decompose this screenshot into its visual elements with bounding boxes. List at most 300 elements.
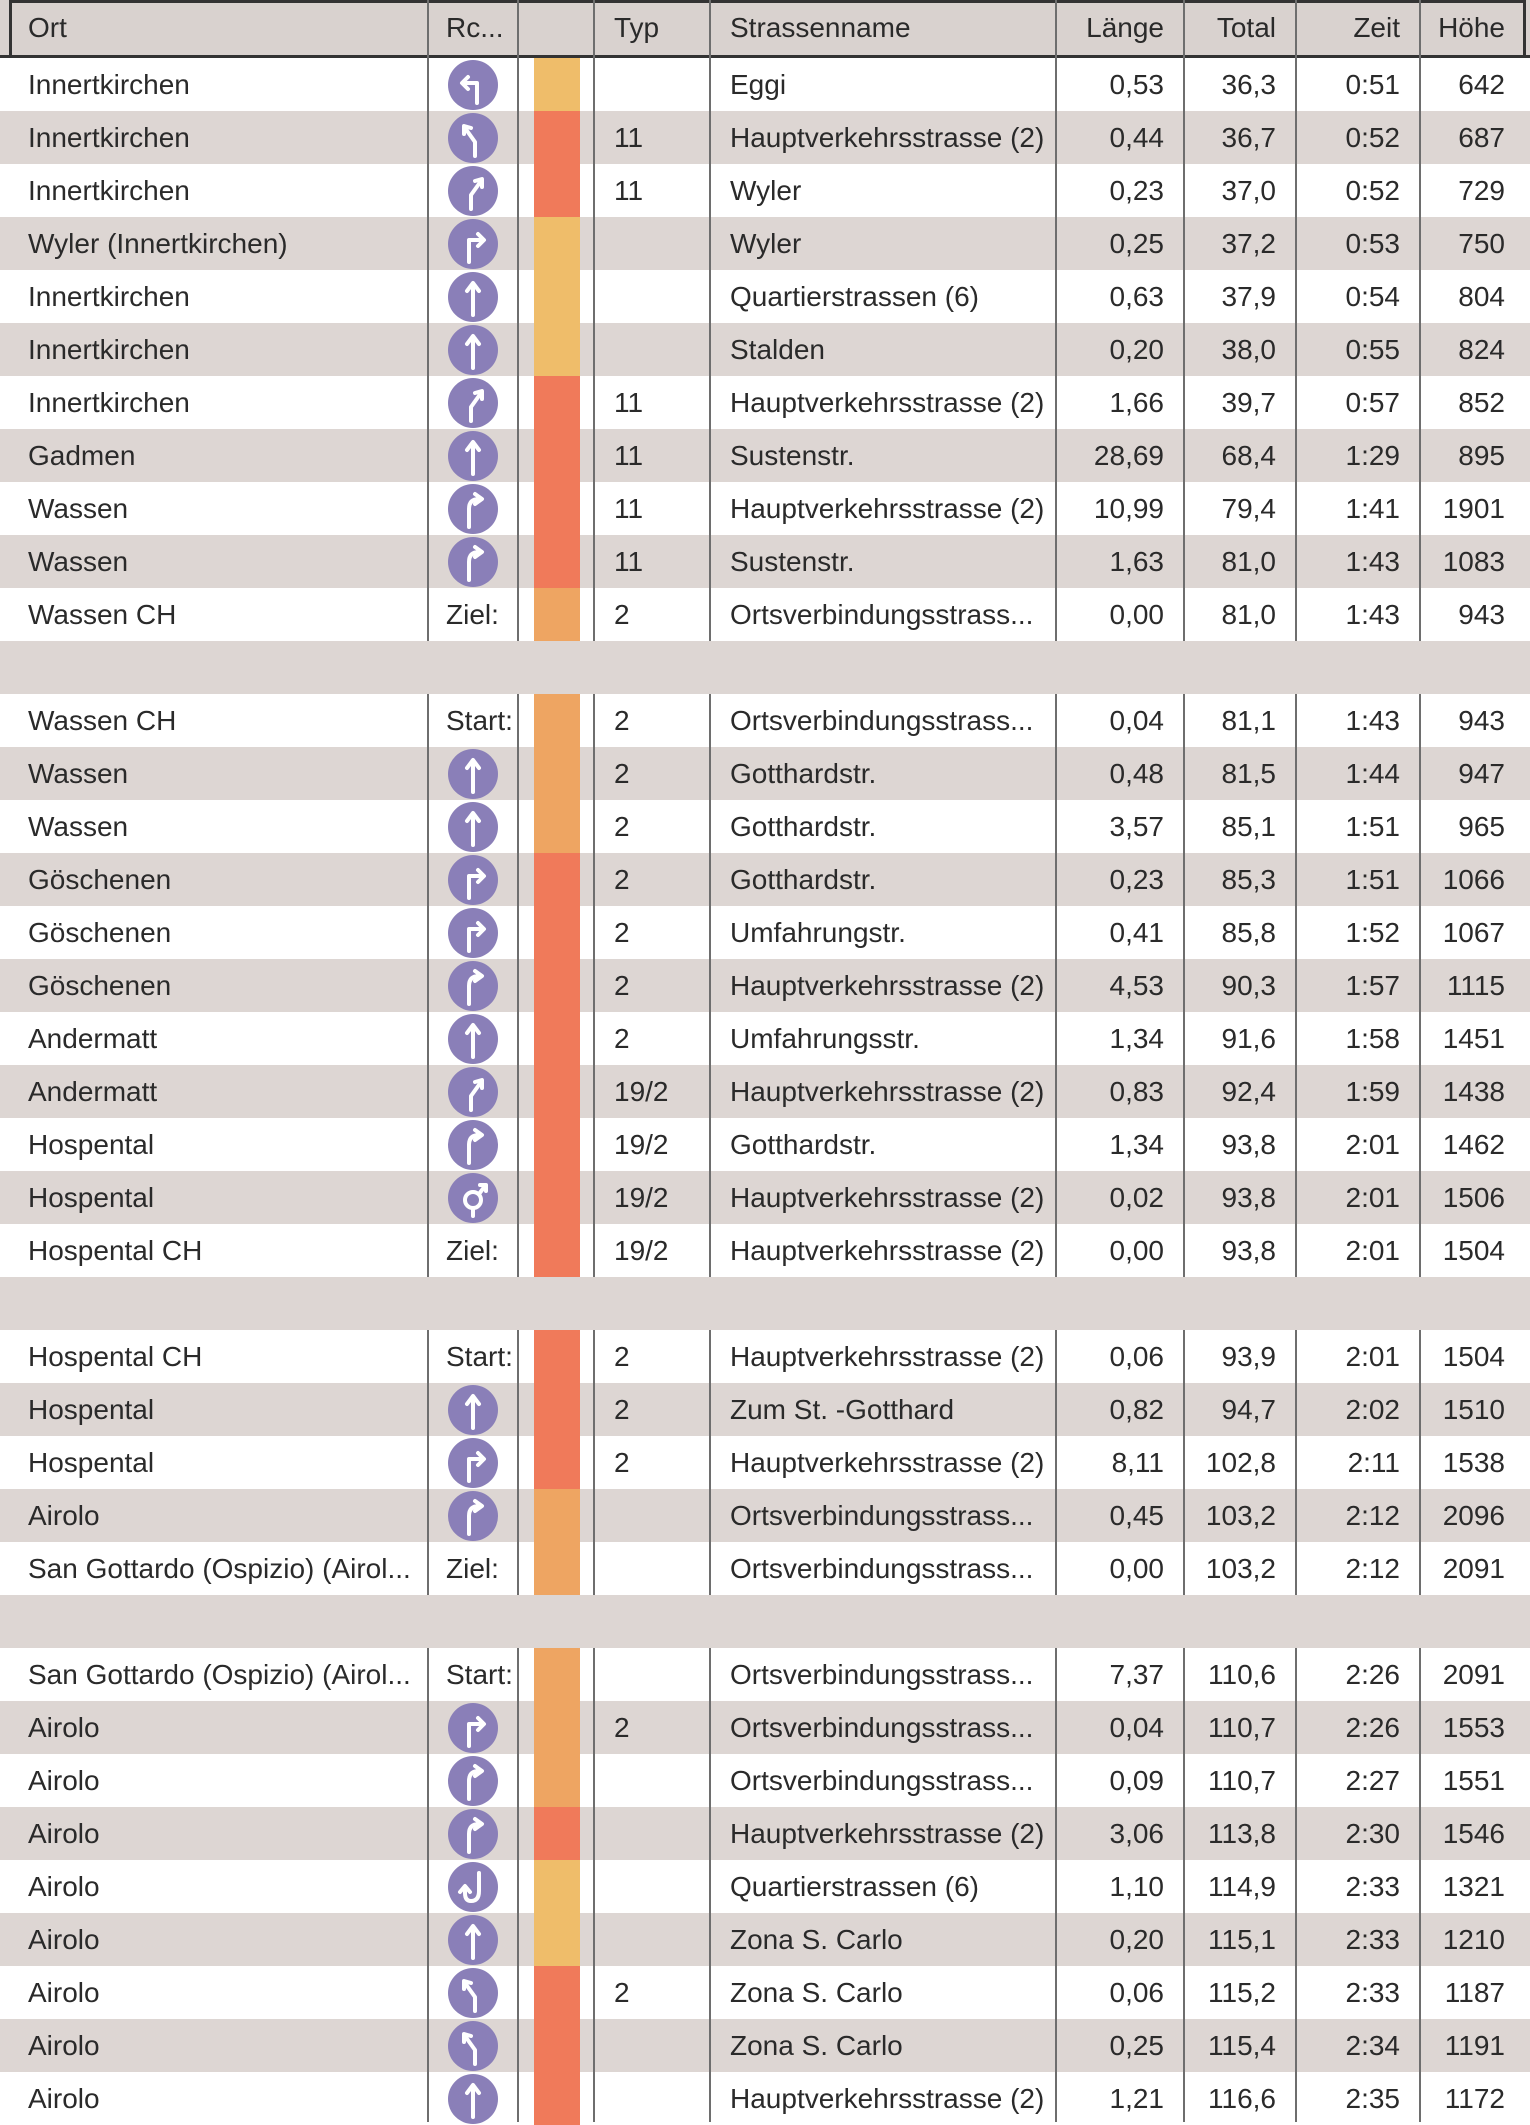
cell-total: 91,6 <box>1221 1022 1276 1054</box>
straight-icon <box>428 270 518 323</box>
cell-laenge: 0,83 <box>1109 1075 1164 1107</box>
road-class-fill <box>534 217 580 270</box>
road-class-bar <box>518 1807 594 1860</box>
header-column-divider[interactable] <box>1295 0 1297 58</box>
bear-right-icon <box>428 1754 518 1807</box>
cell-laenge: 0,00 <box>1109 598 1164 630</box>
column-divider <box>1419 58 1421 2122</box>
table-row <box>0 376 1530 429</box>
cell-ort: Wassen CH <box>28 598 177 630</box>
road-class-bar <box>518 2072 594 2125</box>
cell-strassenname: Ortsverbindungsstrass... <box>730 1499 1034 1531</box>
road-class-bar <box>518 906 594 959</box>
cell-zeit: 1:51 <box>1345 810 1400 842</box>
road-class-bar <box>518 1436 594 1489</box>
cell-zeit: 2:01 <box>1345 1181 1400 1213</box>
cell-typ: 11 <box>614 121 644 153</box>
cell-strassenname: Hauptverkehrsstrasse (2) <box>730 1181 1045 1213</box>
cell-total: 116,6 <box>1208 2082 1276 2114</box>
table-row <box>0 694 1530 747</box>
uturn-left-icon <box>428 1860 518 1913</box>
cell-zeit: 1:41 <box>1345 492 1400 524</box>
cell-total: 103,2 <box>1205 1552 1276 1584</box>
cell-total: 93,9 <box>1221 1340 1276 1372</box>
cell-typ: 11 <box>614 386 644 418</box>
road-class-bar <box>518 1860 594 1913</box>
cell-hoehe: 2096 <box>1442 1499 1505 1531</box>
cell-strassenname: Ortsverbindungsstrass... <box>730 1658 1034 1690</box>
road-class-fill <box>534 1701 580 1754</box>
cell-strassenname: Zona S. Carlo <box>730 2029 903 2061</box>
turn-right-icon <box>428 217 518 270</box>
table-row <box>0 1807 1530 1860</box>
cell-zeit: 2:33 <box>1345 1976 1400 2008</box>
cell-zeit: 0:55 <box>1345 333 1400 365</box>
cell-typ <box>594 58 710 111</box>
cell-typ <box>594 2019 710 2072</box>
road-class-bar <box>518 111 594 164</box>
cell-strassenname: Hauptverkehrsstrasse (2) <box>730 1234 1045 1266</box>
column-header-rc[interactable]: Rc... <box>446 11 504 43</box>
cell-ort: Hospental CH <box>28 1340 203 1372</box>
cell-zeit: 2:34 <box>1345 2029 1400 2061</box>
cell-hoehe: 852 <box>1458 386 1505 418</box>
cell-total: 36,3 <box>1221 68 1276 100</box>
cell-zeit: 2:33 <box>1345 1870 1400 1902</box>
cell-typ: 2 <box>614 810 630 842</box>
cell-zeit: 0:57 <box>1345 386 1400 418</box>
column-header-ort[interactable]: Ort <box>28 11 67 43</box>
cell-zeit: 2:35 <box>1345 2082 1400 2114</box>
cell-laenge: 1,63 <box>1109 545 1164 577</box>
road-class-fill <box>534 111 580 164</box>
straight-icon <box>428 1012 518 1065</box>
cell-hoehe: 895 <box>1458 439 1505 471</box>
cell-ort: Airolo <box>28 1711 100 1743</box>
cell-laenge: 0,41 <box>1109 916 1164 948</box>
cell-total: 115,2 <box>1208 1976 1276 2008</box>
cell-strassenname: Ortsverbindungsstrass... <box>730 1711 1034 1743</box>
cell-strassenname: Hauptverkehrsstrasse (2) <box>730 386 1045 418</box>
straight-icon <box>428 1383 518 1436</box>
cell-total: 81,5 <box>1221 757 1276 789</box>
road-class-bar <box>518 1913 594 1966</box>
column-header-total[interactable]: Total <box>1216 11 1276 43</box>
cell-hoehe: 1504 <box>1442 1340 1505 1372</box>
road-class-fill <box>534 1383 580 1436</box>
cell-zeit: 2:33 <box>1345 1923 1400 1955</box>
cell-typ <box>594 1860 710 1913</box>
cell-ort: Airolo <box>28 1923 100 1955</box>
table-row <box>0 906 1530 959</box>
road-class-fill <box>534 58 580 111</box>
cell-ort: San Gottardo (Ospizio) (Airol... <box>28 1552 411 1584</box>
cell-zeit: 0:52 <box>1345 121 1400 153</box>
road-class-fill <box>534 535 580 588</box>
cell-laenge: 1,34 <box>1109 1128 1164 1160</box>
road-class-fill <box>534 1807 580 1860</box>
table-row <box>0 323 1530 376</box>
cell-strassenname: Gotthardstr. <box>730 810 877 842</box>
road-class-fill <box>534 270 580 323</box>
cell-typ: 11 <box>614 439 644 471</box>
cell-strassenname: Ortsverbindungsstrass... <box>730 1552 1034 1584</box>
cell-laenge: 0,53 <box>1109 68 1164 100</box>
cell-zeit: 2:26 <box>1345 1711 1400 1743</box>
cell-strassenname: Hauptverkehrsstrasse (2) <box>730 1817 1045 1849</box>
table-row <box>0 1012 1530 1065</box>
cell-total: 81,0 <box>1221 598 1276 630</box>
cell-ort: Hospental <box>28 1446 155 1478</box>
cell-ort: Airolo <box>28 1499 100 1531</box>
cell-hoehe: 750 <box>1458 227 1505 259</box>
road-class-fill <box>534 1436 580 1489</box>
cell-zeit: 2:30 <box>1345 1817 1400 1849</box>
road-class-bar <box>518 588 594 641</box>
cell-total: 79,4 <box>1221 492 1276 524</box>
cell-ort: Innertkirchen <box>28 68 190 100</box>
road-class-fill <box>534 1224 580 1277</box>
cell-total: 92,4 <box>1221 1075 1276 1107</box>
table-row <box>0 853 1530 906</box>
header-column-divider[interactable] <box>1183 0 1185 58</box>
cell-total: 85,3 <box>1221 863 1276 895</box>
cell-total: 93,8 <box>1221 1181 1276 1213</box>
road-class-fill <box>534 429 580 482</box>
cell-strassenname: Hauptverkehrsstrasse (2) <box>730 2082 1045 2114</box>
cell-zeit: 2:01 <box>1345 1128 1400 1160</box>
cell-hoehe: 943 <box>1458 704 1505 736</box>
column-header-hoehe[interactable]: Höhe <box>1438 11 1505 43</box>
cell-typ: 19/2 <box>614 1181 669 1213</box>
cell-total: 37,0 <box>1221 174 1276 206</box>
cell-hoehe: 1538 <box>1442 1446 1505 1478</box>
road-class-bar <box>518 1065 594 1118</box>
cell-total: 93,8 <box>1221 1128 1276 1160</box>
cell-typ: 2 <box>614 757 630 789</box>
cell-rc-label: Ziel: <box>446 598 499 630</box>
table-row <box>0 270 1530 323</box>
slight-left-icon <box>428 111 518 164</box>
cell-laenge: 0,00 <box>1109 1234 1164 1266</box>
road-class-bar <box>518 164 594 217</box>
cell-hoehe: 824 <box>1458 333 1505 365</box>
cell-typ: 11 <box>614 545 644 577</box>
cell-zeit: 0:52 <box>1345 174 1400 206</box>
column-divider <box>427 58 429 2122</box>
segment-separator-overlay <box>0 1277 1530 1330</box>
cell-strassenname: Eggi <box>730 68 787 100</box>
road-class-bar <box>518 1383 594 1436</box>
roundabout-icon <box>428 1171 518 1224</box>
cell-rc-label: Start: <box>446 1340 513 1372</box>
turn-right-icon <box>428 1436 518 1489</box>
road-class-fill <box>534 2019 580 2072</box>
cell-hoehe: 1115 <box>1446 969 1505 1001</box>
cell-total: 114,9 <box>1208 1870 1276 1902</box>
cell-hoehe: 642 <box>1458 68 1505 100</box>
cell-laenge: 0,20 <box>1109 1923 1164 1955</box>
road-class-bar <box>518 2019 594 2072</box>
table-row <box>0 58 1530 111</box>
cell-zeit: 2:01 <box>1345 1234 1400 1266</box>
road-class-bar <box>518 1489 594 1542</box>
road-class-fill <box>534 1860 580 1913</box>
slight-right-icon <box>428 164 518 217</box>
road-class-bar <box>518 694 594 747</box>
cell-zeit: 1:43 <box>1345 598 1400 630</box>
cell-hoehe: 1546 <box>1442 1817 1505 1849</box>
cell-hoehe: 687 <box>1458 121 1505 153</box>
cell-typ <box>594 2072 710 2125</box>
cell-typ: 2 <box>614 1340 630 1372</box>
road-class-bar <box>518 1330 594 1383</box>
cell-ort: Airolo <box>28 2082 100 2114</box>
bear-right-icon <box>428 1118 518 1171</box>
cell-hoehe: 1506 <box>1442 1181 1505 1213</box>
table-row <box>0 1648 1530 1701</box>
cell-strassenname: Stalden <box>730 333 825 365</box>
cell-hoehe: 965 <box>1458 810 1505 842</box>
cell-strassenname: Zona S. Carlo <box>730 1976 903 2008</box>
road-class-fill <box>534 376 580 429</box>
cell-laenge: 0,06 <box>1109 1340 1164 1372</box>
road-class-fill <box>534 1754 580 1807</box>
cell-typ: 2 <box>614 1976 630 2008</box>
cell-typ: 2 <box>614 863 630 895</box>
cell-hoehe: 2091 <box>1442 1658 1505 1690</box>
road-class-bar <box>518 429 594 482</box>
table-row <box>0 164 1530 217</box>
road-class-fill <box>534 164 580 217</box>
cell-total: 81,0 <box>1221 545 1276 577</box>
cell-laenge: 8,11 <box>1111 1446 1164 1478</box>
cell-hoehe: 729 <box>1458 174 1505 206</box>
bear-right-icon <box>428 1807 518 1860</box>
table-row <box>0 1860 1530 1913</box>
column-header-strassenname[interactable]: Strassenname <box>730 11 911 43</box>
road-class-bar <box>518 1754 594 1807</box>
cell-typ <box>594 270 710 323</box>
table-row <box>0 482 1530 535</box>
cell-zeit: 1:29 <box>1345 439 1400 471</box>
cell-laenge: 0,48 <box>1109 757 1164 789</box>
cell-strassenname: Hauptverkehrsstrasse (2) <box>730 969 1045 1001</box>
table-row <box>0 429 1530 482</box>
road-class-bar <box>518 1118 594 1171</box>
bear-right-icon <box>428 959 518 1012</box>
column-divider <box>517 58 519 2122</box>
cell-laenge: 0,25 <box>1109 2029 1164 2061</box>
column-header-zeit[interactable]: Zeit <box>1353 11 1400 43</box>
road-class-bar <box>518 323 594 376</box>
cell-zeit: 2:26 <box>1345 1658 1400 1690</box>
turn-right-icon <box>428 853 518 906</box>
road-class-bar <box>518 1701 594 1754</box>
cell-ort: Innertkirchen <box>28 174 190 206</box>
bear-right-icon <box>428 1489 518 1542</box>
cell-ort: Airolo <box>28 1764 100 1796</box>
cell-total: 94,7 <box>1221 1393 1276 1425</box>
cell-hoehe: 1210 <box>1442 1923 1505 1955</box>
cell-strassenname: Hauptverkehrsstrasse (2) <box>730 492 1045 524</box>
table-row <box>0 1065 1530 1118</box>
table-row <box>0 1701 1530 1754</box>
header-column-divider[interactable] <box>427 0 429 58</box>
table-row <box>0 588 1530 641</box>
cell-ort: Hospental <box>28 1181 155 1213</box>
cell-laenge: 1,34 <box>1109 1022 1164 1054</box>
cell-hoehe: 1066 <box>1442 863 1505 895</box>
cell-zeit: 1:43 <box>1345 545 1400 577</box>
table-row <box>0 1913 1530 1966</box>
cell-typ: 2 <box>614 1393 630 1425</box>
header-column-divider[interactable] <box>517 0 519 58</box>
cell-ort: Hospental <box>28 1128 155 1160</box>
road-class-fill <box>534 1065 580 1118</box>
cell-laenge: 1,10 <box>1109 1870 1164 1902</box>
cell-total: 39,7 <box>1221 386 1276 418</box>
cell-ort: Wassen <box>28 810 129 842</box>
cell-laenge: 0,04 <box>1109 1711 1164 1743</box>
cell-strassenname: Wyler <box>730 227 802 259</box>
cell-total: 103,2 <box>1205 1499 1276 1531</box>
cell-strassenname: Ortsverbindungsstrass... <box>730 704 1034 736</box>
cell-strassenname: Sustenstr. <box>730 545 855 577</box>
cell-ort: Andermatt <box>28 1022 158 1054</box>
straight-icon <box>428 747 518 800</box>
cell-ort: Göschenen <box>28 916 172 948</box>
cell-zeit: 0:54 <box>1345 280 1400 312</box>
cell-typ <box>594 1807 710 1860</box>
road-class-bar <box>518 747 594 800</box>
cell-ort: Andermatt <box>28 1075 158 1107</box>
cell-ort: Airolo <box>28 1976 100 2008</box>
road-class-fill <box>534 747 580 800</box>
cell-typ: 2 <box>614 969 630 1001</box>
road-class-bar <box>518 217 594 270</box>
table-header <box>0 0 1530 58</box>
cell-hoehe: 1187 <box>1444 1976 1505 2008</box>
cell-hoehe: 1551 <box>1442 1764 1505 1796</box>
road-class-bar <box>518 58 594 111</box>
road-class-fill <box>534 323 580 376</box>
cell-ort: Wassen <box>28 757 129 789</box>
column-header-typ[interactable]: Typ <box>614 11 660 43</box>
header-column-divider[interactable] <box>1055 0 1057 58</box>
road-class-fill <box>534 2072 580 2125</box>
road-class-fill <box>534 1913 580 1966</box>
road-class-bar <box>518 800 594 853</box>
cell-total: 115,4 <box>1208 2029 1276 2061</box>
table-row <box>0 217 1530 270</box>
cell-hoehe: 1504 <box>1442 1234 1505 1266</box>
cell-hoehe: 2091 <box>1442 1552 1505 1584</box>
cell-laenge: 7,37 <box>1109 1658 1164 1690</box>
cell-hoehe: 1553 <box>1442 1711 1505 1743</box>
cell-typ <box>594 1913 710 1966</box>
cell-ort: Innertkirchen <box>28 280 190 312</box>
table-row <box>0 2019 1530 2072</box>
cell-ort: Göschenen <box>28 969 172 1001</box>
cell-laenge: 0,09 <box>1109 1764 1164 1796</box>
table-row <box>0 1224 1530 1277</box>
road-class-bar <box>518 1966 594 2019</box>
cell-strassenname: Quartierstrassen (6) <box>730 280 979 312</box>
road-class-fill <box>534 1012 580 1065</box>
cell-typ: 11 <box>614 174 644 206</box>
cell-strassenname: Ortsverbindungsstrass... <box>730 1764 1034 1796</box>
road-class-fill <box>534 959 580 1012</box>
cell-typ: 2 <box>614 1711 630 1743</box>
cell-strassenname: Ortsverbindungsstrass... <box>730 598 1034 630</box>
cell-total: 115,1 <box>1208 1923 1276 1955</box>
cell-zeit: 1:57 <box>1345 969 1400 1001</box>
cell-strassenname: Umfahrungsstr. <box>730 1022 920 1054</box>
cell-strassenname: Quartierstrassen (6) <box>730 1870 979 1902</box>
cell-hoehe: 1510 <box>1442 1393 1505 1425</box>
cell-strassenname: Zum St. -Gotthard <box>730 1393 955 1425</box>
cell-typ: 2 <box>614 598 630 630</box>
cell-rc-label: Start: <box>446 1658 513 1690</box>
cell-ort: San Gottardo (Ospizio) (Airol... <box>28 1658 411 1690</box>
cell-ort: Göschenen <box>28 863 172 895</box>
column-header-laenge[interactable]: Länge <box>1086 11 1164 43</box>
cell-hoehe: 1191 <box>1444 2029 1505 2061</box>
cell-laenge: 0,45 <box>1109 1499 1164 1531</box>
cell-typ <box>594 1542 710 1595</box>
slight-left-icon <box>428 2019 518 2072</box>
cell-total: 81,1 <box>1221 704 1276 736</box>
cell-zeit: 1:51 <box>1345 863 1400 895</box>
cell-total: 113,8 <box>1208 1817 1276 1849</box>
cell-ort: Wassen <box>28 545 129 577</box>
cell-zeit: 2:11 <box>1347 1446 1400 1478</box>
column-divider <box>1183 58 1185 2122</box>
column-divider <box>1055 58 1057 2122</box>
cell-total: 102,8 <box>1205 1446 1276 1478</box>
cell-hoehe: 1451 <box>1442 1022 1505 1054</box>
cell-total: 110,6 <box>1208 1658 1276 1690</box>
cell-total: 85,1 <box>1221 810 1276 842</box>
table-row <box>0 111 1530 164</box>
road-class-bar <box>518 1542 594 1595</box>
cell-strassenname: Gotthardstr. <box>730 1128 877 1160</box>
cell-zeit: 1:59 <box>1345 1075 1400 1107</box>
cell-ort: Innertkirchen <box>28 333 190 365</box>
cell-typ: 19/2 <box>614 1075 669 1107</box>
cell-total: 85,8 <box>1221 916 1276 948</box>
road-class-bar <box>518 376 594 429</box>
header-column-divider[interactable] <box>709 0 711 58</box>
cell-rc-label: Start: <box>446 704 513 736</box>
cell-strassenname: Hauptverkehrsstrasse (2) <box>730 1446 1045 1478</box>
cell-ort: Airolo <box>28 1870 100 1902</box>
cell-zeit: 1:58 <box>1345 1022 1400 1054</box>
table-row <box>0 1489 1530 1542</box>
header-column-divider[interactable] <box>593 0 595 58</box>
cell-laenge: 28,69 <box>1093 439 1164 471</box>
cell-zeit: 1:44 <box>1345 757 1400 789</box>
header-column-divider[interactable] <box>1419 0 1421 58</box>
cell-typ: 11 <box>614 492 644 524</box>
table-row <box>0 2072 1530 2125</box>
cell-strassenname: Gotthardstr. <box>730 863 877 895</box>
cell-ort: Hospental <box>28 1393 155 1425</box>
table-row <box>0 1754 1530 1807</box>
cell-typ: 2 <box>614 704 630 736</box>
cell-typ: 2 <box>614 916 630 948</box>
